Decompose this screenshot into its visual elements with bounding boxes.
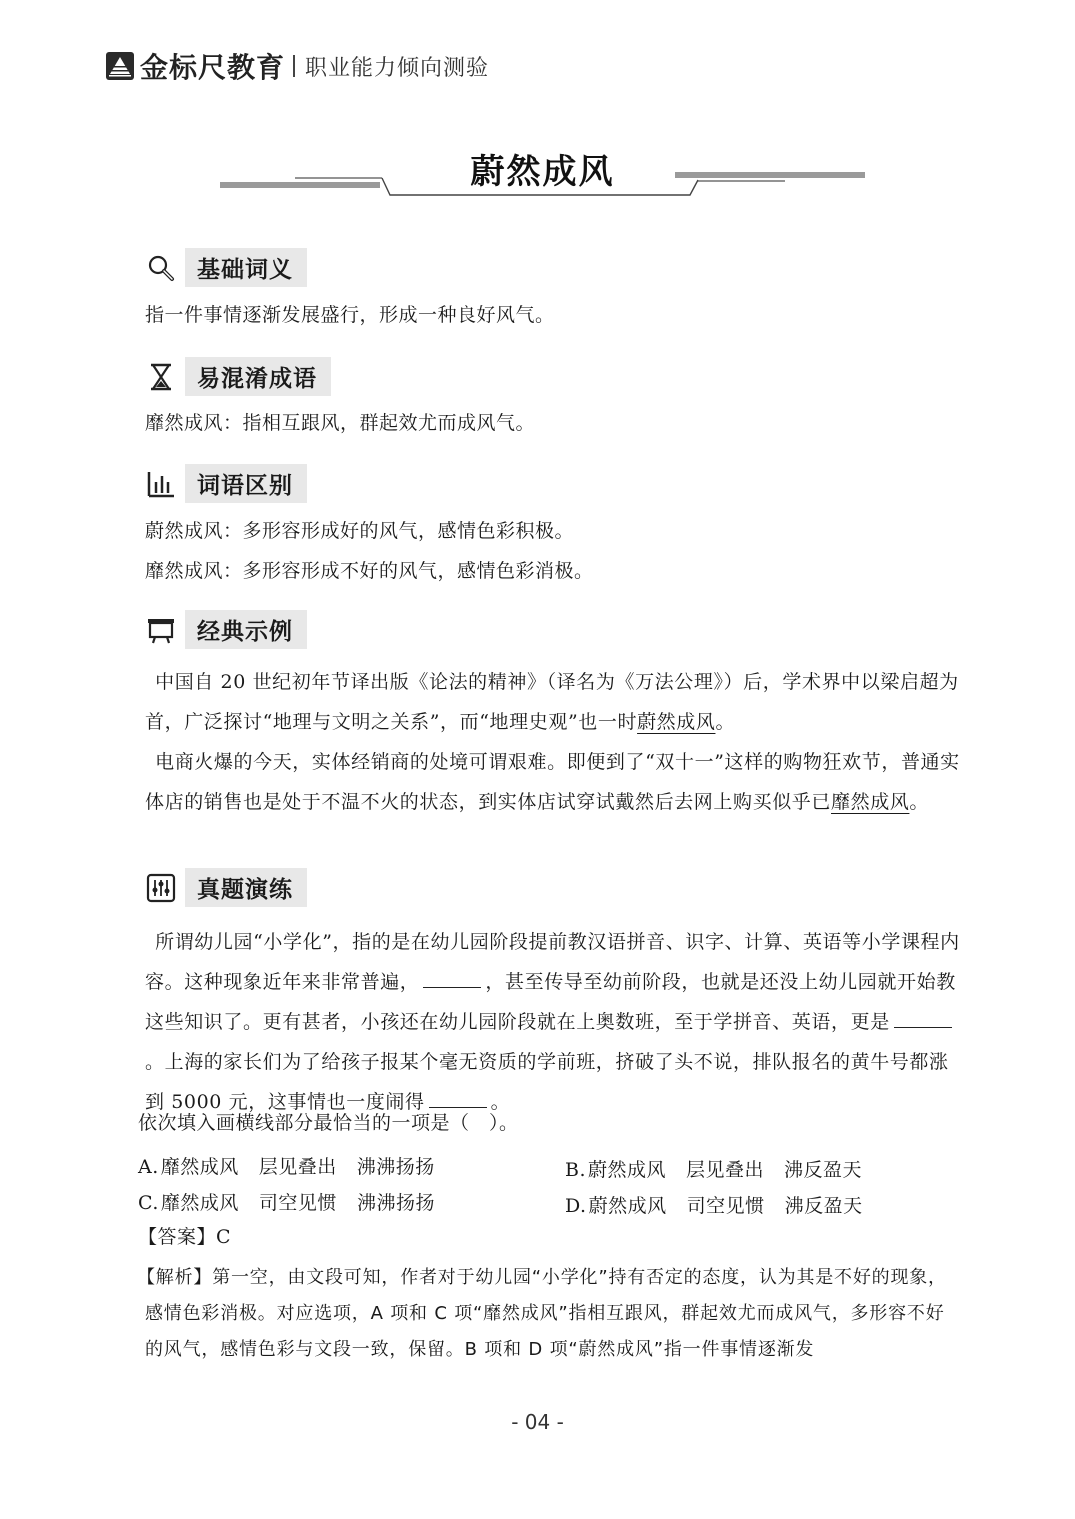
logo-icon	[106, 52, 134, 80]
section-heading: 词语区别	[185, 464, 307, 503]
magnifier-icon	[145, 252, 177, 284]
section-heading: 基础词义	[185, 248, 307, 287]
question-text-1: 所谓幼儿园“小学化”，指的是在幼儿园阶段提前教汉语拼音、识字、计算、英语等小学课程内容。这种现象近年来非常普遍，	[145, 931, 960, 993]
option-word: 沸反盈天	[784, 1195, 863, 1217]
answer-line	[138, 1224, 231, 1250]
question-text-2: ，甚至传导至幼前阶段，也就是还没上幼儿园就开始教这些知识了。更有甚者，小孩还在幼儿园阶段就在上奥数班，至于学拼音、英语，更是	[145, 971, 956, 1033]
section-basic-meaning	[145, 248, 307, 287]
option-word: 层见叠出	[258, 1156, 337, 1178]
title-block	[220, 138, 865, 208]
bar-chart-icon	[145, 468, 177, 500]
option-word: 沸沸扬扬	[356, 1156, 435, 1178]
option-key: A.	[138, 1156, 159, 1178]
section-confusable-idiom	[145, 357, 331, 396]
option-word: 司空见惯	[686, 1195, 765, 1217]
option-key: C.	[138, 1192, 159, 1214]
analysis-text: 第一空，由文段可知，作者对于幼儿园“小学化”持有否定的态度，认为其是不好的现象，感情色彩消极。对应选项，A 项和 C 项“靡然成风”指相互跟风，群起效尤而成风气，多形容不好的风气，感情色彩与文段一致，保留。B 项和 D 项“蔚然成风”指一件事情逐渐发	[145, 1267, 947, 1360]
section-practice	[145, 868, 307, 907]
question-stem	[145, 922, 960, 1122]
example-2-end: 。	[909, 791, 930, 813]
easel-icon	[145, 614, 177, 646]
answer-value: C	[216, 1226, 232, 1248]
example-2-idiom: 靡然成风	[831, 791, 910, 813]
example-paragraph-1	[145, 662, 960, 742]
example-2-text: 电商火爆的今天，实体经销商的处境可谓艰难。即便到了“双十一”这样的购物狂欢节，普通实体店的销售也是处于不温不火的状态，到实体店试穿试戴然后去网上购买似乎已	[145, 751, 960, 813]
blank-1	[423, 969, 481, 988]
section-heading: 易混淆成语	[185, 357, 331, 396]
option-word: 层见叠出	[686, 1159, 765, 1181]
page-number: - 04 -	[511, 1410, 564, 1434]
section-heading: 经典示例	[185, 610, 307, 649]
section-word-difference	[145, 464, 307, 503]
hourglass-icon	[145, 361, 177, 393]
section-classic-examples	[145, 610, 307, 649]
sliders-icon	[145, 872, 177, 904]
basic-meaning-text: 指一件事情逐渐发展盛行，形成一种良好风气。	[145, 304, 555, 326]
example-1-text: 中国自 20 世纪初年节译出版《论法的精神》（译名为《万法公理》）后，学术界中以梁启超为首，广泛探讨“地理与文明之关系”，而“地理史观”也一时	[145, 671, 959, 733]
option-word: 司空见惯	[258, 1192, 337, 1214]
header-divider	[293, 55, 295, 77]
section-heading: 真题演练	[185, 868, 307, 907]
option-word: 靡然成风	[160, 1156, 239, 1178]
question-text-3: 。上海的家长们为了给孩子报某个毫无资质的学前班，挤破了头不说，排队报名的黄牛号都涨到 5000 元，这事情也一度闹得	[145, 1051, 949, 1113]
option-key: B.	[565, 1159, 587, 1181]
option-word: 沸反盈天	[784, 1159, 863, 1181]
option-d	[565, 1191, 883, 1218]
option-word: 靡然成风	[160, 1192, 239, 1214]
option-word: 蔚然成风	[588, 1159, 667, 1181]
option-word: 沸沸扬扬	[356, 1192, 435, 1214]
page-header	[106, 48, 489, 84]
example-paragraph-2	[145, 742, 960, 822]
page-title: 蔚然成风	[470, 152, 615, 192]
question-text-4: 。	[490, 1091, 511, 1113]
option-b	[565, 1155, 882, 1182]
analysis-paragraph	[137, 1260, 960, 1368]
option-word: 蔚然成风	[588, 1195, 667, 1217]
brand-name: 金标尺教育	[140, 51, 286, 84]
option-a	[138, 1152, 455, 1179]
example-1-idiom: 蔚然成风	[637, 711, 716, 733]
option-c	[138, 1188, 455, 1215]
difference-line-negative: 靡然成风：多形容形成不好的风气，感情色彩消极。	[145, 560, 594, 582]
blank-2	[894, 1009, 952, 1028]
question-prompt: 依次填入画横线部分最恰当的一项是（ ）。	[138, 1112, 519, 1134]
example-1-end: 。	[715, 711, 736, 733]
blank-3	[429, 1089, 487, 1108]
analysis-label: 【解析】	[137, 1267, 213, 1288]
confusable-idiom-text: 靡然成风：指相互跟风，群起效尤而成风气。	[145, 412, 536, 434]
option-key: D.	[565, 1195, 587, 1217]
header-subtitle: 职业能力倾向测验	[305, 55, 490, 81]
answer-label: 【答案】	[138, 1226, 217, 1248]
difference-line-positive: 蔚然成风：多形容形成好的风气，感情色彩积极。	[145, 520, 575, 542]
